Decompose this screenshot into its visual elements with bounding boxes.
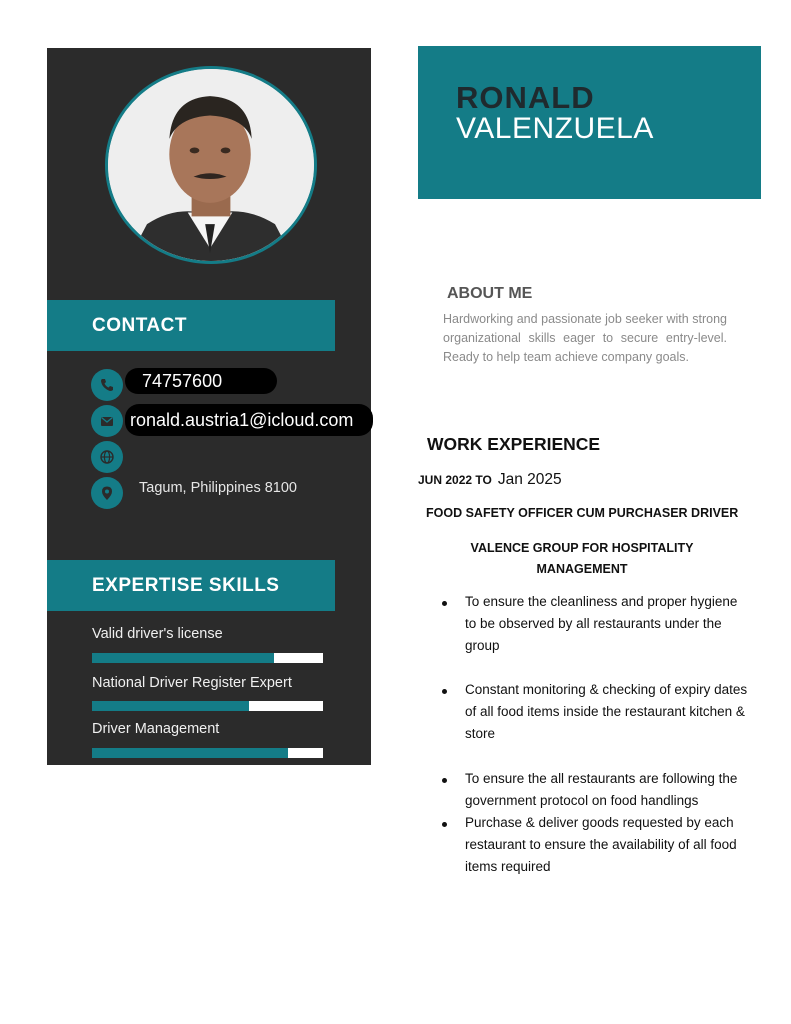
duty-item: To ensure the cleanliness and proper hygiene to be observed by all restaurants under the group bbox=[465, 594, 738, 653]
location-text: Tagum, Philippines 8100 bbox=[139, 480, 297, 496]
skill-label: National Driver Register Expert bbox=[92, 675, 292, 691]
skill-bar-fill bbox=[92, 653, 274, 663]
person-portrait-icon bbox=[108, 69, 314, 261]
last-name: VALENZUELA bbox=[456, 112, 654, 145]
duty-item: Purchase & deliver goods requested by each restaurant to ensure the availability of all food items required bbox=[465, 815, 737, 874]
phone-icon bbox=[91, 369, 123, 401]
job-title: FOOD SAFETY OFFICER CUM PURCHASER DRIVER bbox=[426, 506, 739, 520]
name-header bbox=[418, 46, 761, 199]
skill-bar bbox=[92, 653, 323, 663]
employment-dates bbox=[418, 471, 562, 489]
location-pin-icon bbox=[91, 477, 123, 509]
skill-bar bbox=[92, 748, 323, 758]
work-experience-heading: WORK EXPERIENCE bbox=[427, 434, 601, 454]
duty-item: To ensure the all restaurants are following the government protocol on food handlings bbox=[465, 771, 738, 808]
skill-bar-fill bbox=[92, 748, 288, 758]
duty-item: Constant monitoring & checking of expiry dates of all food items inside the restaurant kitchen & store bbox=[465, 682, 748, 741]
contact-heading: CONTACT bbox=[47, 300, 335, 351]
first-name: RONALD bbox=[456, 80, 595, 115]
about-text: Hardworking and passionate job seeker with strong organizational skills eager to secure entry-level. Ready to help team achieve company goals. bbox=[443, 312, 727, 364]
company-name: VALENCE GROUP FOR HOSPITALITY MANAGEMENT bbox=[470, 541, 694, 576]
skills-heading: EXPERTISE SKILLS bbox=[47, 560, 335, 611]
skill-label: Valid driver's license bbox=[92, 626, 223, 642]
about-heading: ABOUT ME bbox=[447, 285, 533, 302]
skill-bar bbox=[92, 701, 323, 711]
skill-label: Driver Management bbox=[92, 721, 220, 737]
date-from: JUN 2022 TO bbox=[418, 473, 492, 487]
bullet-icon bbox=[442, 601, 447, 606]
email-icon bbox=[91, 405, 123, 437]
globe-icon bbox=[91, 441, 123, 473]
skill-bar-fill bbox=[92, 701, 249, 711]
bullet-icon bbox=[442, 778, 447, 783]
phone-number: 74757600 bbox=[125, 368, 277, 394]
date-to: Jan 2025 bbox=[497, 471, 562, 488]
bullet-icon bbox=[442, 689, 447, 694]
profile-photo bbox=[105, 66, 317, 264]
email-address: ronald.austria1@icloud.com bbox=[125, 404, 373, 436]
bullet-icon bbox=[442, 822, 447, 827]
